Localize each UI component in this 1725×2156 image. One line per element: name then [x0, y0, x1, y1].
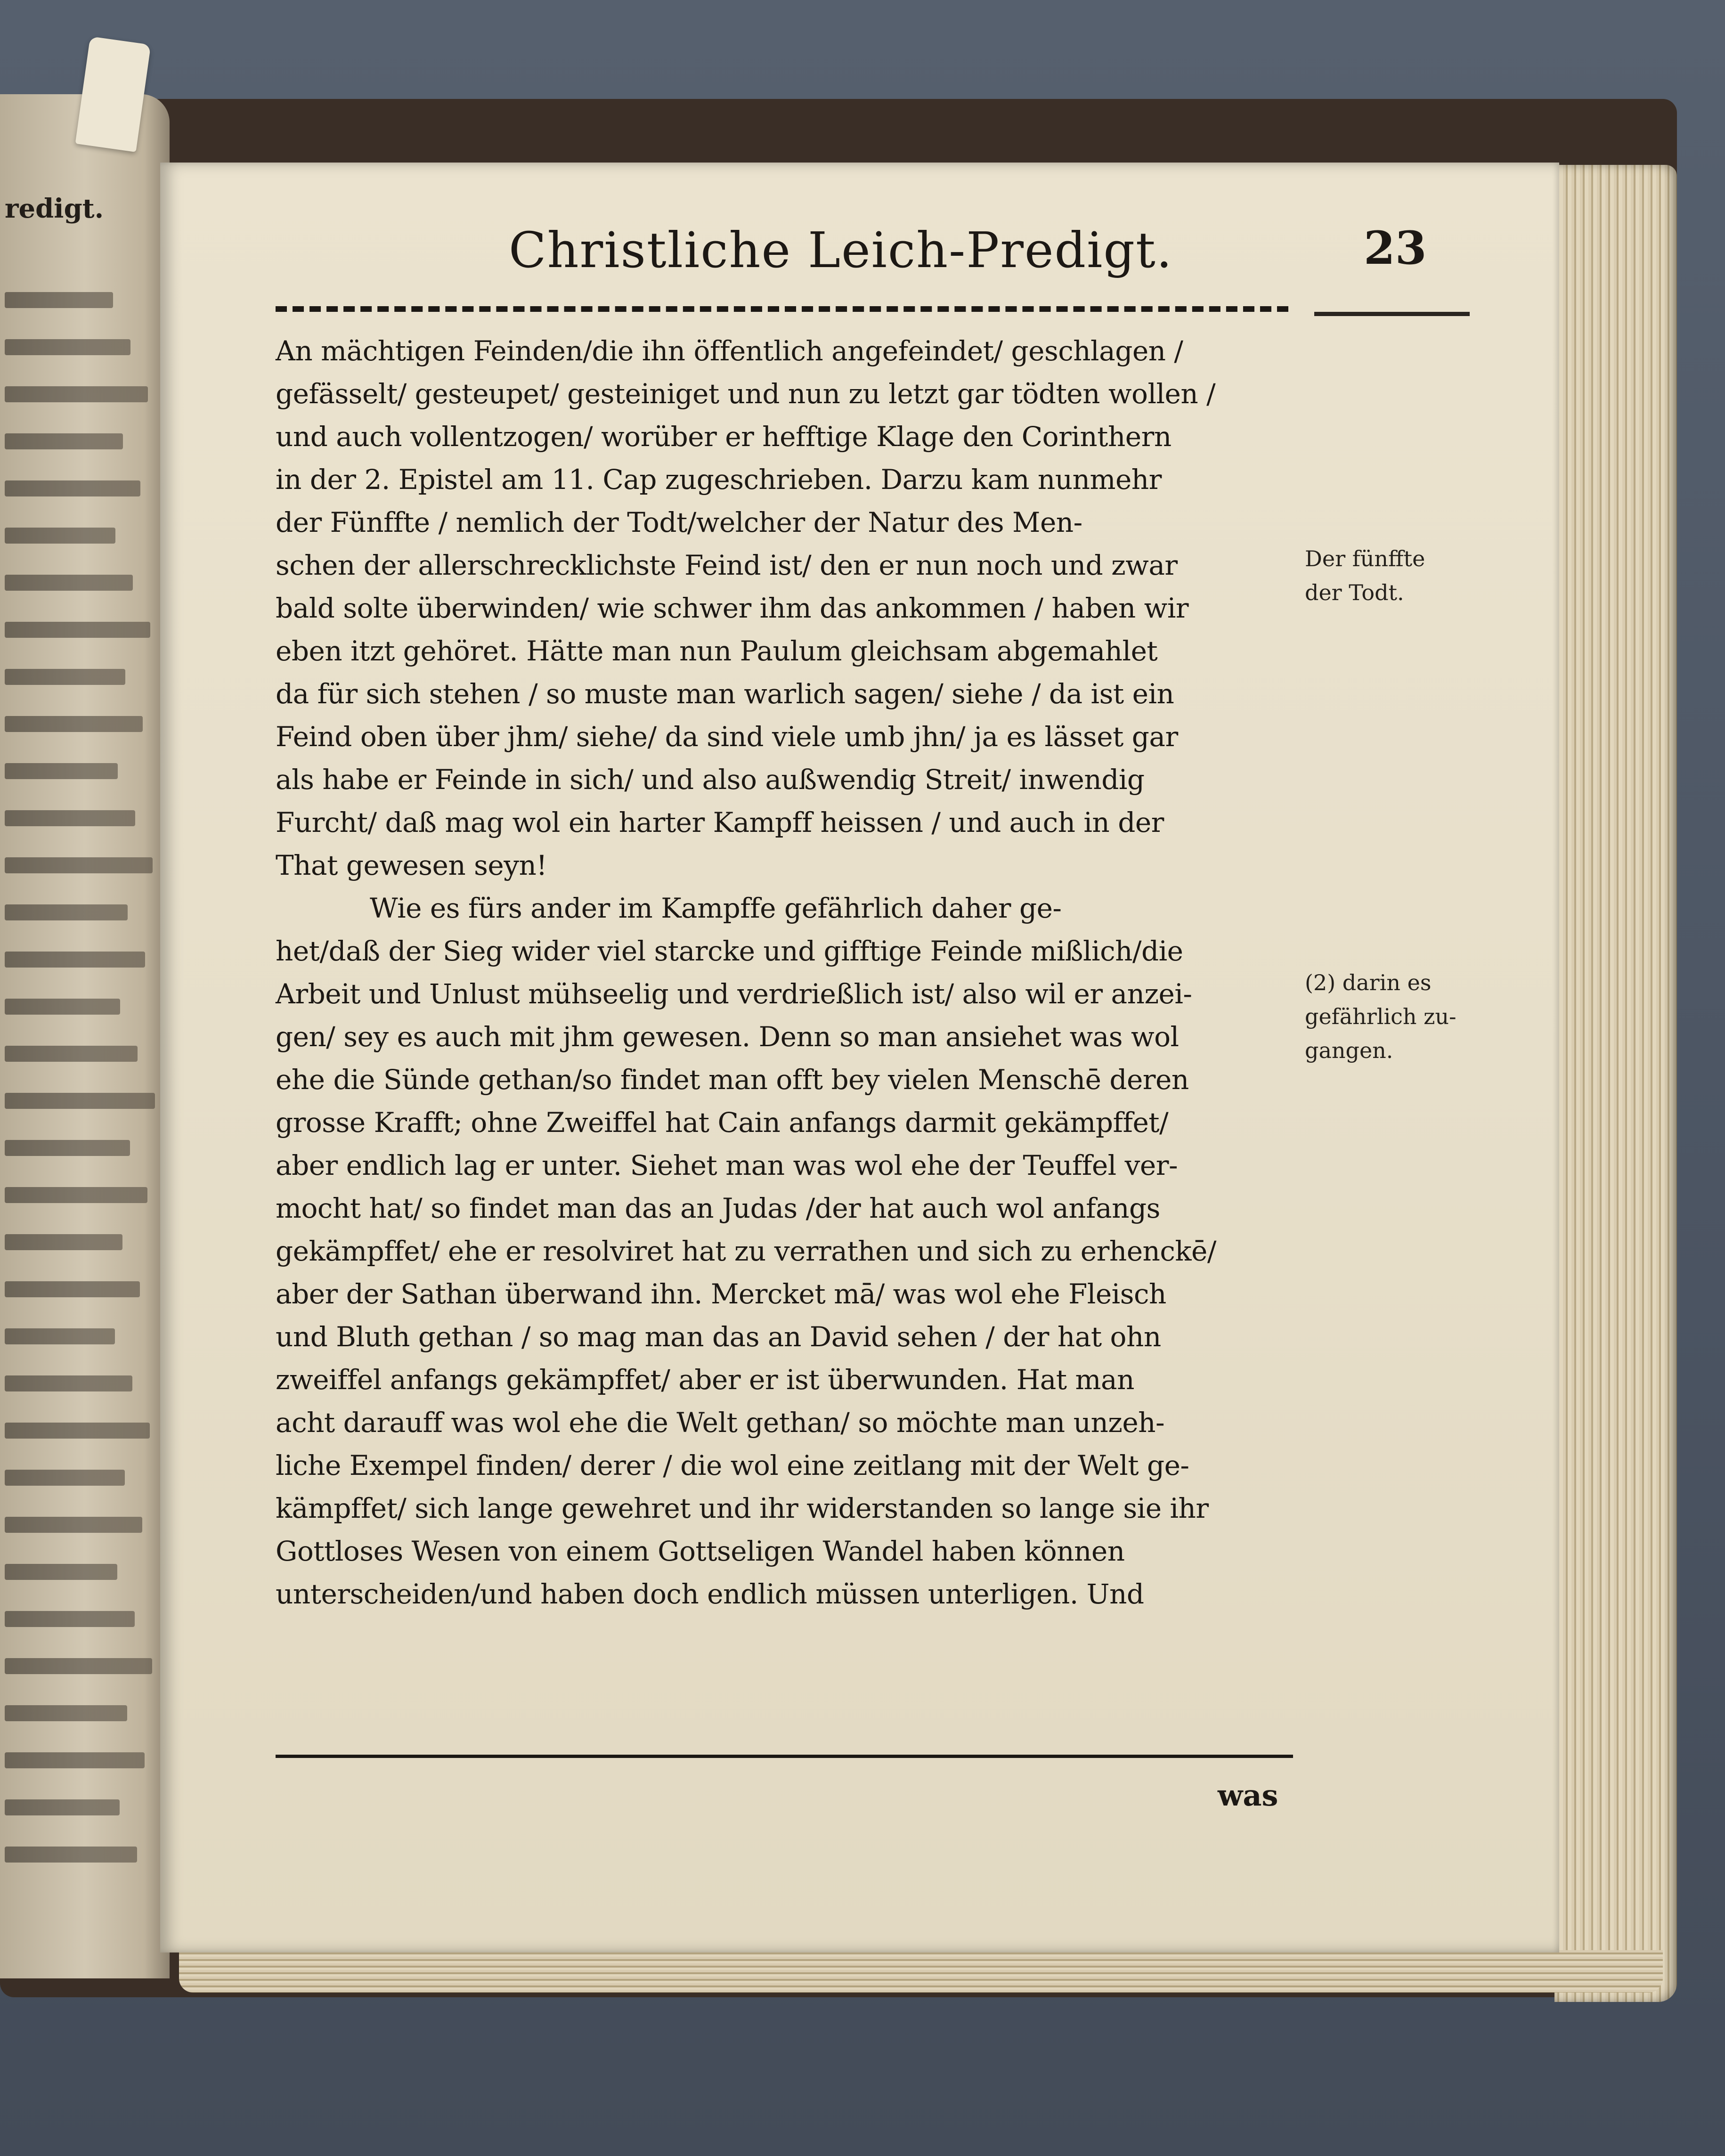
facing-page-text-line: [5, 1658, 152, 1674]
text-line: acht darauff was wol ehe die Welt gethan/ so möchte man unzeh-: [276, 1407, 1165, 1439]
header-rule-margin: [1314, 312, 1470, 316]
facing-page-text-line: [5, 1234, 122, 1250]
text-line: Gottloses Wesen von einem Gottseligen Wandel haben können: [276, 1535, 1125, 1567]
text-line: grosse Krafft; ohne Zweiffel hat Cain anfangs darmit gekämpffet/: [276, 1106, 1169, 1139]
text-line: gekämpffet/ ehe er resolviret hat zu verrathen und sich zu erhenckē/: [276, 1235, 1216, 1267]
facing-page-text-line: [5, 904, 128, 920]
text-line: in der 2. Epistel am 11. Cap zugeschrieben. Darzu kam nunmehr: [276, 464, 1162, 496]
facing-page-text-line: [5, 433, 123, 449]
facing-page-text-line: [5, 716, 143, 732]
text-line: het/daß der Sieg wider viel starcke und gifftige Feinde mißlich/die: [276, 935, 1183, 967]
page-bottom-edges: [179, 1950, 1663, 1993]
facing-page-text-line: [5, 952, 145, 968]
text-line: Wie es fürs ander im Kampffe gefährlich daher ge-: [370, 892, 1062, 924]
text-line: Feind oben über jhm/ siehe/ da sind viele umb jhn/ ja es lässet gar: [276, 721, 1178, 753]
facing-page-text-line: [5, 480, 140, 496]
facing-page-text-line: [5, 1799, 120, 1815]
margin-note-line: (2) darin es: [1305, 970, 1432, 995]
text-line: liche Exempel finden/ derer / die wol eine zeitlang mit der Welt ge-: [276, 1449, 1189, 1481]
footer-rule: [276, 1755, 1293, 1758]
facing-page-text-line: [5, 1752, 145, 1768]
text-line: und auch vollentzogen/ worüber er hefftige Klage den Corinthern: [276, 421, 1172, 453]
text-line: schen der allerschrecklichste Feind ist/ den er nun noch und zwar: [276, 549, 1178, 581]
facing-page-text-line: [5, 1470, 125, 1486]
facing-page-text-line: [5, 292, 113, 308]
text-line: Arbeit und Unlust mühseelig und verdrießlich ist/ also wil er anzei-: [276, 978, 1192, 1010]
facing-page-text-line: [5, 857, 153, 873]
facing-page-text-line: [5, 1281, 140, 1297]
text-line: unterscheiden/und haben doch endlich müssen unterligen. Und: [276, 1578, 1144, 1610]
text-line: An mächtigen Feinden/die ihn öffentlich angefeindet/ geschlagen /: [276, 335, 1183, 367]
catchword: was: [1218, 1778, 1278, 1813]
facing-page-text-line: [5, 999, 120, 1015]
facing-page-text-line: [5, 1140, 130, 1156]
text-line: als habe er Feinde in sich/ und also außwendig Streit/ inwendig: [276, 764, 1145, 796]
margin-note-line: gefährlich zu-: [1305, 1004, 1456, 1029]
facing-page-text-line: [5, 1423, 150, 1439]
text-line: gefässelt/ gesteupet/ gesteiniget und nun zu letzt gar tödten wollen /: [276, 378, 1216, 410]
text-line: That gewesen seyn!: [276, 849, 547, 881]
margin-note-line: gangen.: [1305, 1038, 1393, 1063]
facing-page-text-line: [5, 1564, 117, 1580]
text-line: zweiffel anfangs gekämpffet/ aber er ist überwunden. Hat man: [276, 1364, 1134, 1396]
facing-page-text-line: [5, 1093, 155, 1109]
body-text: [276, 330, 1293, 1616]
facing-page-text-line: [5, 1517, 142, 1533]
text-line: Furcht/ daß mag wol ein harter Kampff heissen / und auch in der: [276, 806, 1164, 838]
facing-page-text-line: [5, 1375, 132, 1391]
header-rule: [276, 306, 1288, 312]
running-header: Christliche Leich-Predigt.: [509, 221, 1173, 279]
facing-page-text-line: [5, 1328, 115, 1344]
facing-page-text-line: [5, 622, 150, 638]
text-line: ehe die Sünde gethan/so findet man offt bey vielen Menschē deren: [276, 1064, 1189, 1096]
facing-page-text-line: [5, 763, 118, 779]
facing-page-text-line: [5, 575, 133, 591]
facing-page-text-line: [5, 386, 148, 402]
facing-page: [0, 94, 170, 1978]
text-line: aber der Sathan überwand ihn. Mercket mā/ was wol ehe Fleisch: [276, 1278, 1166, 1310]
text-line: bald solte überwinden/ wie schwer ihm das ankommen / haben wir: [276, 592, 1189, 624]
text-line: mocht hat/ so findet man das an Judas /der hat auch wol anfangs: [276, 1192, 1160, 1224]
margin-note: [1305, 542, 1425, 610]
facing-page-text-line: [5, 528, 115, 544]
margin-note-line: der Todt.: [1305, 580, 1404, 605]
page-edges: [1554, 165, 1677, 2002]
text-line: der Fünffte / nemlich der Todt/welcher der Natur des Men-: [276, 506, 1082, 538]
facing-page-text-line: [5, 1847, 137, 1863]
facing-page-text-line: [5, 1046, 138, 1062]
text-line: und Bluth gethan / so mag man das an David sehen / der hat ohn: [276, 1321, 1161, 1353]
facing-page-text-line: [5, 1705, 127, 1721]
text-line: eben itzt gehöret. Hätte man nun Paulum gleichsam abgemahlet: [276, 635, 1158, 667]
facing-page-text-line: [5, 339, 130, 355]
facing-page-text-line: [5, 1611, 135, 1627]
text-line: aber endlich lag er unter. Siehet man was wol ehe der Teuffel ver-: [276, 1149, 1178, 1181]
facing-page-text-line: [5, 669, 125, 685]
text-line: da für sich stehen / so muste man warlich sagen/ siehe / da ist ein: [276, 678, 1174, 710]
facing-page-text-line: [5, 810, 135, 826]
facing-page-running-head: redigt.: [5, 193, 104, 224]
margin-note-line: Der fünffte: [1305, 546, 1425, 571]
text-line: kämpffet/ sich lange gewehret und ihr widerstanden so lange sie ihr: [276, 1492, 1209, 1524]
margin-note: [1305, 966, 1456, 1067]
text-line: gen/ sey es auch mit jhm gewesen. Denn so man ansiehet was wol: [276, 1021, 1179, 1053]
page-number: 23: [1364, 221, 1427, 275]
facing-page-text-line: [5, 1187, 147, 1203]
